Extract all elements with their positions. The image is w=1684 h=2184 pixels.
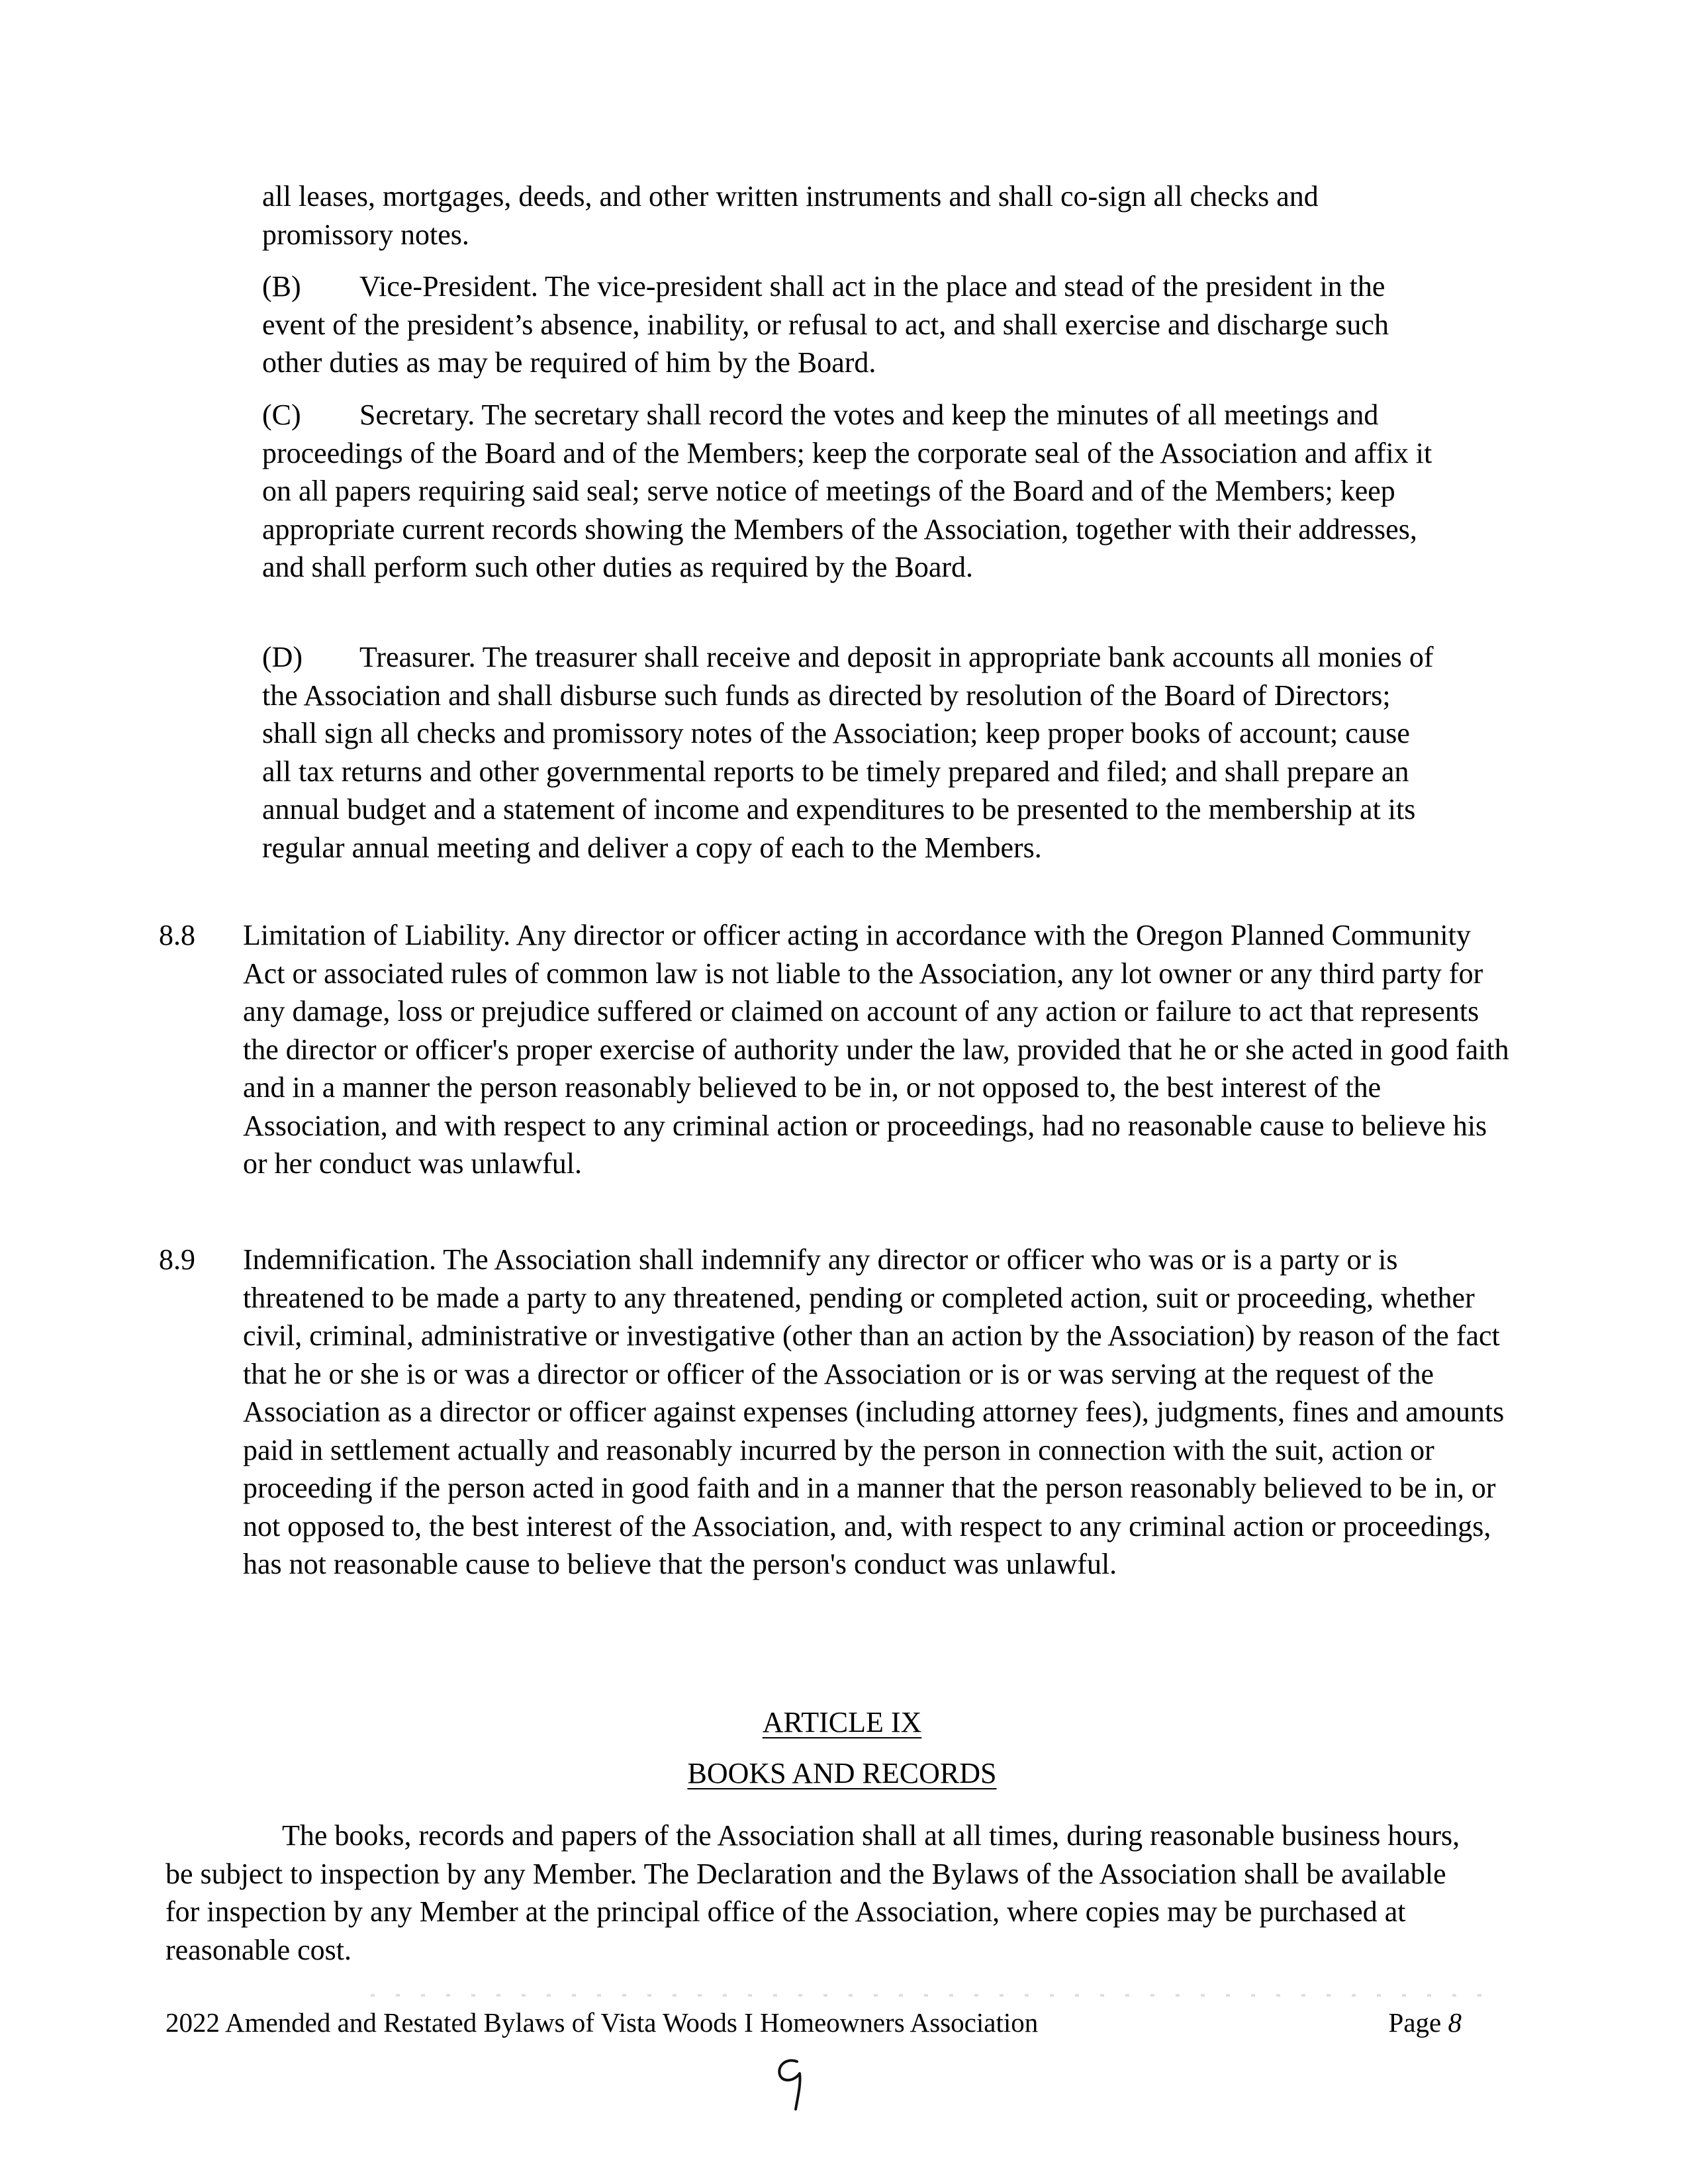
scan-artifact-line xyxy=(371,1994,1496,1997)
section-8-8 xyxy=(159,916,1509,1183)
section-number: 8.8 xyxy=(159,919,195,951)
officer-label: (D) xyxy=(262,641,303,673)
page-footer xyxy=(165,2006,1462,2039)
handwritten-page-number-mark xyxy=(772,2054,812,2113)
article-title: BOOKS AND RECORDS xyxy=(687,1757,997,1789)
officer-text: Secretary. The secretary shall record the votes and keep the minutes of all meetings and proceedings of the Board and of the Members; keep the corporate seal of the Association and affix it on all papers requiring said seal; serve notice of meetings of the Board and of the Members; keep appropriate current records showing the Members of the Association, together with their addresses, and shall perform such other duties as required by the Board. xyxy=(262,399,1432,583)
continuation-paragraph xyxy=(262,177,1440,254)
officer-vice-president-paragraph xyxy=(262,267,1440,382)
section-8-9 xyxy=(159,1241,1509,1584)
footer-page-number: 8 xyxy=(1448,2007,1462,2038)
officer-text: Vice-President. The vice-president shall act in the place and stead of the president in the event of the president’s absence, inability, or refusal to act, and shall exercise and discharge such other duties as may be required of him by the Board. xyxy=(262,270,1389,379)
article-text: The books, records and papers of the Association shall at all times, during reasonable business hours, be subject to inspection by any Member. The Declaration and the Bylaws of the Association shall be available for inspection by any Member at the principal office of the Association, where copies may be purchased at reasonable cost. xyxy=(165,1819,1460,1966)
section-text: Indemnification. The Association shall indemnify any director or officer who was or is a party or is threatened to be made a party to any threatened, pending or completed action, suit or proceeding, whether civil, criminal, administrative or investigative (other than an action by the Association) by reason of the fact that he or she is or was a director or officer of the Association or is or was serving at the request of the Association as a director or officer against expenses (including attorney fees), judgments, fines and amounts paid in settlement actually and reasonably incurred by the person in connection with the suit, action or proceeding if the person acted in good faith and in a manner that the person reasonably believed to be in, or not opposed to, the best interest of the Association, and, with respect to any criminal action or proceedings, has not reasonable cause to believe that the person's conduct was unlawful. xyxy=(243,1243,1505,1580)
officer-label: (C) xyxy=(262,399,301,431)
article-number-heading xyxy=(0,1703,1684,1741)
section-number: 8.9 xyxy=(159,1243,195,1276)
footer-page-label: Page xyxy=(1388,2007,1442,2038)
article-title-heading xyxy=(0,1754,1684,1792)
continuation-text: all leases, mortgages, deeds, and other written instruments and shall co-sign all checks and promissory notes. xyxy=(262,180,1319,251)
footer-page-indicator xyxy=(1389,2006,1462,2039)
article-number: ARTICLE IX xyxy=(762,1706,922,1738)
footer-document-title: 2022 Amended and Restated Bylaws of Vista Woods I Homeowners Association xyxy=(165,2007,1039,2038)
section-text: Limitation of Liability. Any director or officer acting in accordance with the Oregon Planned Community Act or associated rules of common law is not liable to the Association, any lot owner or any third party for any damage, loss or prejudice suffered or claimed on account of any action or failure to act that represents the director or officer's proper exercise of authority under the law, provided that he or she acted in good faith and in a manner the person reasonably believed to be in, or not opposed to, the best interest of the Association, and with respect to any criminal action or proceedings, had no reasonable cause to believe his or her conduct was unlawful. xyxy=(243,919,1509,1180)
officer-treasurer-paragraph xyxy=(262,638,1440,867)
officer-label: (B) xyxy=(262,270,301,303)
officer-secretary-paragraph xyxy=(262,396,1440,587)
officer-text: Treasurer. The treasurer shall receive and deposit in appropriate bank accounts all monies of the Association and shall disburse such funds as directed by resolution of the Board of Directors; shall sign all checks and promissory notes of the Association; keep proper books of account; cause all tax returns and other governmental reports to be timely prepared and filed; and shall prepare an annual budget and a statement of income and expenditures to be presented to the membership at its regular annual meeting and deliver a copy of each to the Members. xyxy=(262,641,1434,864)
article-body-paragraph xyxy=(165,1817,1476,1969)
